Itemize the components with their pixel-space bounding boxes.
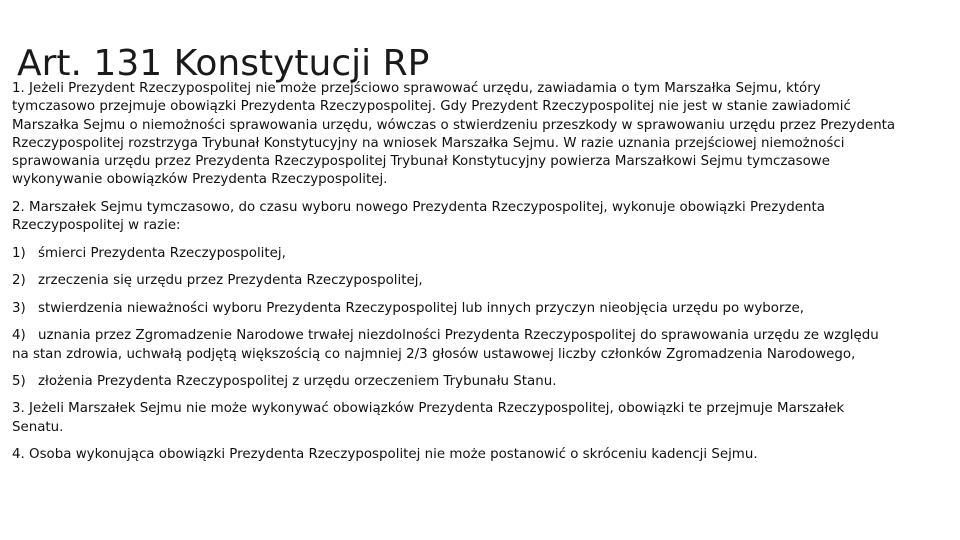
slide-title: Art. 131 Konstytucji RP [17,43,430,85]
list-item [12,300,897,318]
list-item-number: 5) [12,373,26,389]
list-item-text: stwierdzenia nieważności wyboru Prezydenta Rzeczypospolitej lub innych przyczyn nieobjęcia urzędu po wyborze, [38,300,805,316]
list-item-number: 1) [12,245,26,261]
paragraph-2: 2. Marszałek Sejmu tymczasowo, do czasu wyboru nowego Prezydenta Rzeczypospolitej, wykonuje obowiązki Prezydenta Rzeczypospolitej w razie: [12,199,825,234]
list-item [12,272,897,290]
slide-body [12,80,897,474]
list-item-text: złożenia Prezydenta Rzeczypospolitej z urzędu orzeczeniem Trybunału Stanu. [38,373,557,389]
paragraph-3: 3. Jeżeli Marszałek Sejmu nie może wykonywać obowiązków Prezydenta Rzeczypospolitej, obowiązki te przejmuje Marszałek Senatu. [12,401,845,435]
list-item-text: uznania przez Zgromadzenie Narodowe trwałej niezdolności Prezydenta Rzeczypospolitej do sprawowania urzędu ze względu na stan zdrowia, uchwałą podjętą większością co najmniej 2/3 głosów ustawowej liczby członków Zgromadzenia Narodowego, [12,328,879,362]
list-item [12,245,897,263]
list-item-text: śmierci Prezydenta Rzeczypospolitej, [38,245,286,261]
paragraph-4: 4. Osoba wykonująca obowiązki Prezydenta Rzeczypospolitej nie może postanowić o skróceniu kadencji Sejmu. [12,447,758,463]
list-item-text: zrzeczenia się urzędu przez Prezydenta Rzeczypospolitej, [38,273,423,289]
list-item [12,373,897,391]
list-item-number: 3) [12,300,26,316]
paragraph-1: 1. Jeżeli Prezydent Rzeczypospolitej nie może przejściowo sprawować urzędu, zawiadamia o tym Marszałka Sejmu, który tymczasowo przejmuje obowiązki Prezydenta Rzeczypospolitej. Gdy Prezydent Rzeczypospolitej nie jest w stanie zawiadomić Marszałka Sejmu o niemożności sprawowania urzędu, wówczas o stwierdzeniu przeszkody w sprawowaniu urzędu przez Prezydenta Rzeczypospolitej rozstrzyga Trybunał Konstytucyjny na wniosek Marszałka Sejmu. W razie uznania przejściowej niemożności sprawowania urzędu przez Prezydenta Rzeczypospolitej Trybunał Konstytucyjny powierza Marszałkowi Sejmu tymczasowe wykonywanie obowiązków Prezydenta Rzeczypospolitej. [12,81,896,188]
list-item-number: 4) [12,328,26,344]
list-item-number: 2) [12,273,26,289]
list-item [12,327,897,364]
